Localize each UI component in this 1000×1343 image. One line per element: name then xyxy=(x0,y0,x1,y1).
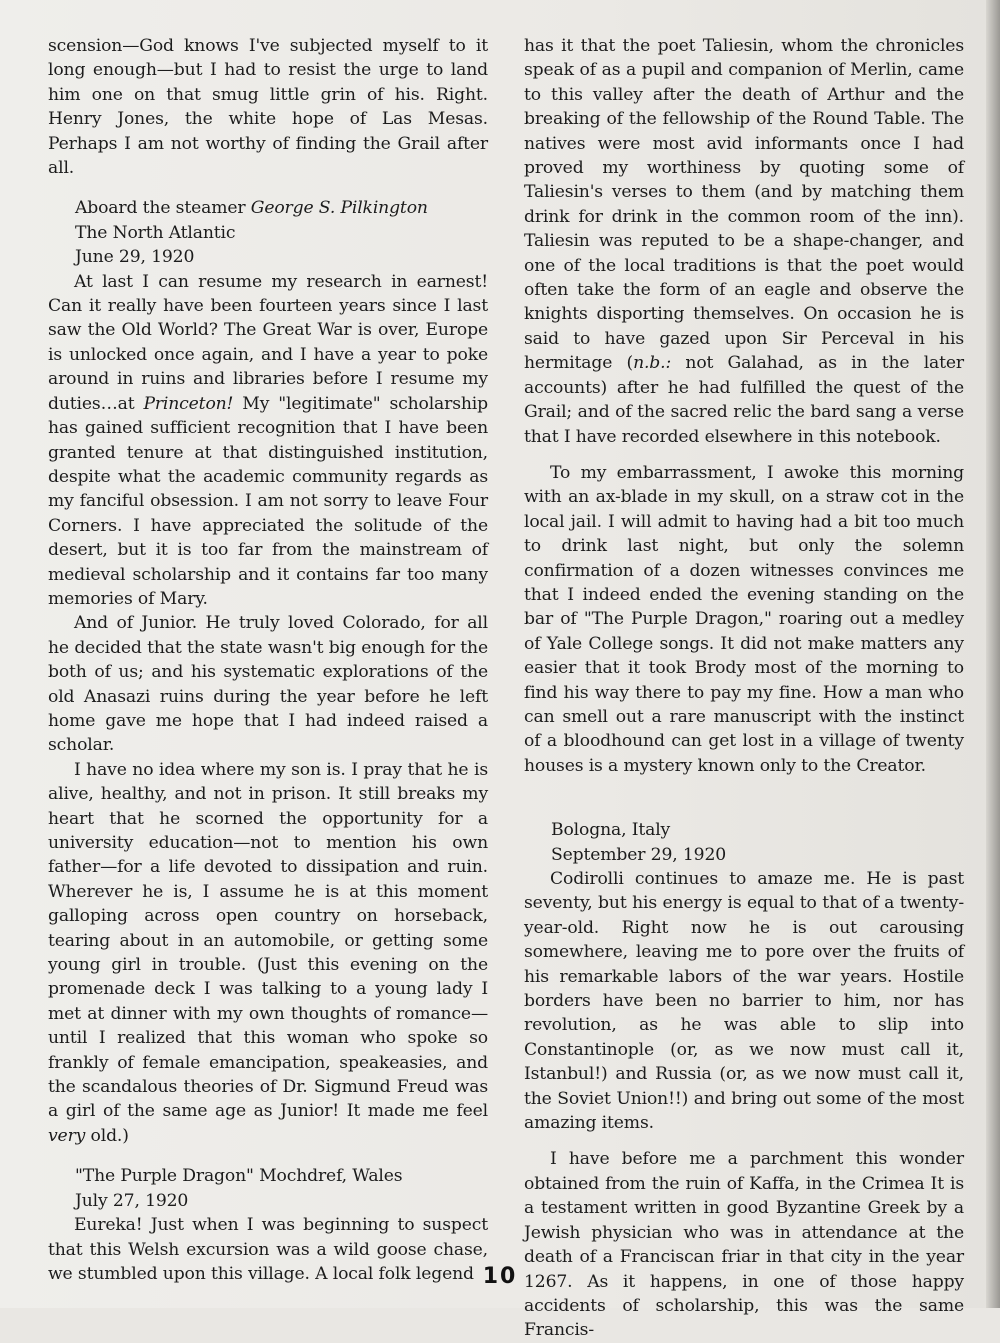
journal-entry-heading-bologna xyxy=(524,818,964,867)
journal-entry-heading-wales xyxy=(48,1164,488,1213)
ship-name: George S. Pilkington xyxy=(250,198,428,219)
right-column xyxy=(524,34,964,1343)
entry-date: September 29, 1920 xyxy=(551,844,727,865)
entry-location-line: "The Purple Dragon" Mochdref, Wales xyxy=(75,1166,403,1187)
paragraph-research: At last I can resume my research in earnest! Can it really have been fourteen years since I last saw the Old World? The Great War is over, Europe is unlocked once again, and I have a year to poke around in ruins and libraries before I resume my duties…at Princeton! My "legitimate" scholarship has gained sufficient recognition that I have been granted tenure at that distinguished institution, despite what the academic community regards as my fanciful obsession. I am not sorry to leave Four Corners. I have appreciated the solitude of the desert, but it is too far from the mainstream of medieval scholarship and it contains far too many memories of Mary. xyxy=(48,271,489,609)
paragraph-embarrassment: To my embarrassment, I awoke this morning with an ax-blade in my skull, on a straw cot in the local jail. I will admit to having had a bit too much to drink last night, but only the solemn confirmation of a dozen witnesses convinces me that I indeed ended the evening standing on the bar of "The Purple Dragon," roaring out a medley of Yale College songs. It did not make matters any easier that it took Brody most of the morning to find his way there to pay my fine. How a man who can smell out a rare manuscript with the instinct of a bloodhound can get lost in a village of twenty houses is a mystery known only to the Creator. xyxy=(524,462,964,776)
page-number: 10 xyxy=(482,1264,518,1289)
journal-entry-heading-steamer xyxy=(48,196,488,269)
paragraph-eureka: Eureka! Just when I was beginning to suspect that this Welsh excursion was a wild goose chase, we stumbled upon this village. A local folk legend xyxy=(48,1215,488,1284)
entry-date: June 29, 1920 xyxy=(75,247,195,268)
entry-location-line: Bologna, Italy xyxy=(551,820,671,841)
entry-date: July 27, 1920 xyxy=(75,1190,189,1211)
entry-location-line: Aboard the steamer George S. Pilkington xyxy=(75,198,428,219)
paragraph-parchment: I have before me a parchment this wonder obtained from the ruin of Kaffa, in the Crimea It is a testament written in good Byzantine Greek by a Jewish physician who was in attendance at the death of a Franciscan friar in that city in the year 1267. As it happens, in one of those happy accidents of scholarship, this was the same Francis- xyxy=(524,1149,964,1341)
page-edge-shadow xyxy=(986,0,1000,1308)
paragraph-taliesin: has it that the poet Taliesin, whom the chronicles speak of as a pupil and companion of Merlin, came to this valley after the death of Arthur and the breaking of the fellowship of the Round Table. The natives were most avid informants once I had proved my worthiness by quoting some of Taliesin's verses to them (and by matching them drink for drink in the common room of the inn). Taliesin was reputed to be a shape-changer, and one of the local traditions is that the poet would often take the form of an eagle and observe the knights disporting themselves. On occasion he is said to have gazed upon Sir Perceval in his hermitage (n.b.: not Galahad, as in the later accounts) after he had fulfilled the quest of the Grail; and of the sacred relic the bard sang a verse that I have recorded elsewhere in this notebook. xyxy=(524,36,964,447)
entry-location-line-2: The North Atlantic xyxy=(75,222,236,243)
paragraph-continuation: scension—God knows I've subjected myself to it long enough—but I had to resist the urge to land him one on that smug little grin of his. Right. Henry Jones, the white hope of Las Mesas. Perhaps I am not worthy of finding the Grail after all. xyxy=(48,36,488,179)
paragraph-junior: And of Junior. He truly loved Colorado, for all he decided that the state wasn't big enough for the both of us; and his systematic explorations of the old Anasazi ruins during the year before he left home gave me hope that I had indeed raised a scholar. xyxy=(48,613,488,756)
left-column xyxy=(48,34,488,1286)
paragraph-son: I have no idea where my son is. I pray that he is alive, healthy, and not in prison. It still breaks my heart that he scorned the opportunity for a university education—not to mention his own father—for a life devoted to dissipation and ruin. Wherever he is, I assume he is at this moment galloping across open country on horseback, tearing about in an automobile, or getting some young girl in trouble. (Just this evening on the promenade deck I was talking to a young lady I met at dinner with my own thoughts of romance—until I realized that this woman who spoke so frankly of female emancipation, speakeasies, and the scandalous theories of Dr. Sigmund Freud was a girl of the same age as Junior! It made me feel very old.) xyxy=(48,759,488,1146)
paragraph-codirolli: Codirolli continues to amaze me. He is past seventy, but his energy is equal to that of a twenty-year-old. Right now he is out carousing somewhere, leaving me to pore over the fruits of his remarkable labors of the war years. Hostile borders have been no barrier to him, nor has revolution, as he was able to slip into Constantinople (or, as we now must call it, Istanbul!) and Russia (or, as we now must call it, the Soviet Union!!) and bring out some of the most amazing items. xyxy=(524,869,964,1134)
